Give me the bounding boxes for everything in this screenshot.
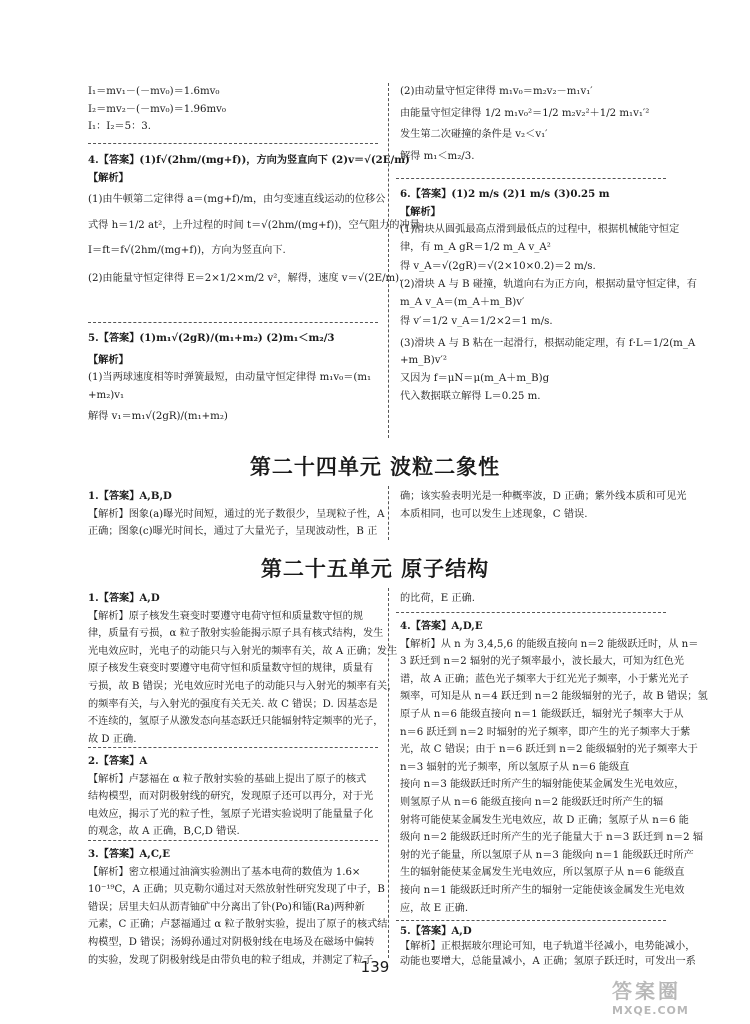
analysis-label: 【解析】 [400,205,441,218]
section-divider [396,920,666,921]
question-5-block [88,330,378,426]
answer-line: 4.【答案】(1)f√(2hm/(mg+f))，方向为竖直向下 (2)v＝√(2E/m) [88,154,410,166]
watermark-logo-text: 答案圈 [612,979,681,1003]
text-line: 构模型，D 错误；汤姆孙通过对阴极射线在电场及在磁场中偏转 [88,936,375,948]
text-line: 【解析】密立根通过油滴实验测出了基本电荷的数值为 1.6× [88,866,361,878]
text-line: 律，质量有亏损，α 粒子散射实验能揭示原子具有核式结构，发生 [88,628,384,640]
unit-25-q1 [88,590,398,748]
text-line: 的观念，故 A 正确，B,C,D 错误. [88,826,240,838]
text-line: 接向 n＝1 能级跃迁时所产生的辐射一定能使该金属发生光电效 [400,884,685,896]
text-line: 【解析】原子核发生衰变时要遵守电荷守恒和质量数守恒的规 [88,610,364,622]
text-line: 本质相同，也可以发生上述现象，C 错误. [400,508,588,520]
text-line: 原子从 n＝6 能级直接向 n＝1 能级跃迁，辐射光子频率大于从 [400,708,684,720]
unit-25-q4 [400,618,708,917]
unit-24-right-column [400,488,687,523]
column-divider [388,486,389,540]
watermark-site-text: MXQE.COM [612,1004,689,1017]
text-line: +m_B)v′² [400,355,447,367]
text-line: 代入数据联立解得 L＝0.25 m. [400,390,541,402]
text-line: 接向 n＝3 能级跃迁时所产生的辐射能使某金属发生光电效应， [400,779,685,791]
text-line: 【解析】正根据玻尔理论可知，电子轨道半径减小，电势能减小， [400,941,696,952]
text-line: 又因为 f＝μN＝μ(m_A＋m_B)g [400,372,550,384]
text-line: +m₂)v₁ [88,389,125,401]
text-line: 的比荷，E 正确. [400,593,476,604]
answer-line: 4.【答案】A,D,E [400,620,483,632]
unit-25-q2 [88,753,378,841]
text-line: 的频率有关，与入射光的强度有关无关. 故 C 错误；D. 因基态是 [88,698,378,710]
analysis-label: 【解析】 [88,353,129,366]
analysis-label: 【解析】 [88,171,129,184]
text-line: 由能量守恒定律得 1/2 m₁v₀²＝1/2 m₂v₂²＋1/2 m₁v₁′² [400,107,650,119]
text-line: 解得 m₁＜m₂/3. [400,150,475,162]
section-divider [88,143,378,144]
section-divider [396,612,666,613]
text-line: n＝3 辐射的光子频率，所以氢原子从 n＝6 能级直 [400,761,630,773]
question-6-block [400,186,697,405]
text-line: (3)滑块 A 与 B 粘在一起滑行，根据动能定理，有 f·L＝1/2(m_A [400,337,696,349]
text-line: (1)当两球速度相等时弹簧最短，由动量守恒定律得 m₁v₀＝(m₁ [88,372,372,384]
text-line: 错误；居里夫妇从沥青铀矿中分离出了钋(Po)和镭(Ra)两种新 [88,901,365,913]
column-divider [388,588,389,958]
text-line: 律，有 m_A gR＝1/2 m_A v_A² [400,241,551,253]
text-line: 的实验，发现了阴极射线是由带负电的粒子组成，并测定了粒子 [88,954,374,966]
section-divider [88,747,378,748]
answer-line: 1.【答案】A,B,D [88,490,172,502]
text-line: 【解析】卢瑟福在 α 粒子散射实验的基础上提出了原子的核式 [88,773,367,785]
answer-line: 5.【答案】(1)m₁√(2gR)/(m₁+m₂) (2)m₁＜m₂/3 [88,332,335,344]
section-divider [88,840,378,841]
text-line: 【解析】从 n 为 3,4,5,6 的能级直接向 n＝2 能级跃迁时，从 n＝ [400,638,699,650]
text-line: I₂＝mv₂－(－mv₀)＝1.96mv₀ [88,103,226,115]
text-line: 谱，故 A 正确；蓝色光子频率大于红光光子频率，小于紫光光子 [400,673,689,685]
question-5-continued [400,83,670,165]
text-line: 动能也要增大，总能量减小，A 正确；氢原子跃迁时，可发出一系 [400,956,696,967]
text-line: 式得 h＝1/2 at²，上升过程的时间 t＝√(2hm/(mg+f))，空气阻力的冲量 [88,219,420,231]
text-line: 得 v′＝1/2 v_A＝1/2×2＝1 m/s. [400,316,553,328]
text-line: I₁：I₂＝5：3. [88,121,151,133]
text-line: I＝ft＝f√(2hm/(mg+f))，方向为竖直向下. [88,245,286,257]
text-line: 确；该实验表明光是一种概率波，D 正确；紫外线本质和可见光 [400,491,687,502]
text-line: 发生第二次碰撞的条件是 v₂＜v₁′ [400,129,548,141]
unit-24-left-column [88,488,385,541]
answer-line: 3.【答案】A,C,E [88,848,171,860]
text-line: m_A v_A＝(m_A＋m_B)v′ [400,296,525,308]
text-line: 应，故 E 正确. [400,902,469,914]
column-divider [388,83,389,438]
text-line: 射的光子能量，所以氢原子从 n＝3 能级向 n＝1 能级跃迁时所产 [400,849,694,861]
text-line: (2)由动量守恒定律得 m₁v₀＝m₂v₂－m₁v₁′ [400,86,593,97]
text-line: (1)滑块从圆弧最高点滑到最低点的过程中，根据机械能守恒定 [400,224,680,236]
text-line: (2)滑块 A 与 B 碰撞，轨道向右为正方向，根据动量守恒定律，有 [400,278,697,290]
unit-25-q3-continued [400,590,670,608]
text-line: 【解析】图象(a)曝光时间短，通过的光子数很少，呈现粒子性，A [88,508,385,520]
section-divider [88,322,378,323]
text-line: 3 跃迁到 n＝2 辐射的光子频率最小，波长最大，可知为红色光 [400,656,684,668]
answer-line: 2.【答案】A [88,755,148,767]
text-line: 级向 n＝2 能级跃迁时所产生的光子能量大于 n＝3 跃迁到 n＝2 辐 [400,832,704,844]
text-line: 故 D 正确. [88,733,137,745]
question-4-block [88,152,420,288]
text-line: 射将可能使某金属发生光电效应，故 D 正确；氢原子从 n＝6 能 [400,814,689,826]
section-divider [396,178,666,179]
text-line: 解得 v₁＝m₁√(2gR)/(m₁+m₂) [88,411,228,423]
top-left-column [88,83,378,136]
text-line: n＝6 跃迁到 n＝2 时辐射的光子频率，即产生的光子频率大于紫 [400,726,691,738]
text-line: (2)由能量守恒定律得 E＝2×1/2×m/2 v²，解得，速度 v＝√(2E/m). [88,272,403,284]
solution-block-3-tail [88,83,378,136]
answer-line: 6.【答案】(1)2 m/s (2)1 m/s (3)0.25 m [400,188,610,200]
text-line: 则氢原子从 n＝6 能级直接向 n＝2 能级跃迁时所产生的辐 [400,796,664,808]
text-line: 10⁻¹⁹C，A 正确；贝克勒尔通过对天然放射性研究发现了中子，B [88,884,385,896]
answer-line: 5.【答案】A,D [400,925,472,937]
text-line: I₁＝mv₁－(－mv₀)＝1.6mv₀ [88,86,220,97]
unit-24-title: 第二十四单元 波粒二象性 [249,455,501,479]
text-line: 光电效应时，光电子的动能只与入射光的频率有关，故 A 正确；发生 [88,645,398,657]
text-line: 元素，C 正确；卢瑟福通过 α 粒子散射实验，提出了原子的核式结 [88,919,388,931]
text-line: 亏损，故 B 错误；光电效应时光电子的动能只与入射光的频率有关， [88,680,398,692]
text-line: 频率，可知是从 n＝4 跃迁到 n＝2 能级辐射的光子，故 B 错误；氢 [400,691,708,703]
text-line: 不连续的，氢原子从激发态向基态跃迁只能辐射特定频率的光子， [88,716,384,728]
text-line: (1)由牛顿第二定律得 a＝(mg+f)/m，由匀变速直线运动的位移公 [88,194,386,206]
text-line: 电效应，揭示了光的粒子性，氢原子光谱实验说明了能量量子化 [88,808,374,820]
text-line: 正确；图象(c)曝光时间长，通过了大量光子，呈现波动性，B 正 [88,526,378,538]
text-line: 原子核发生衰变时要遵守电荷守恒和质量数守恒的规律，质量有 [88,663,374,675]
unit-25-title: 第二十五单元 原子结构 [260,557,490,581]
watermark-logo [612,975,740,1019]
answer-line: 1.【答案】A,D [88,592,160,604]
page-number: 139 [360,958,390,976]
text-line: 结构模型，而对阴极射线的研究，发现原子还可以再分，对于光 [88,791,374,803]
text-line: 光，故 C 错误；由于 n＝6 跃迁到 n＝2 能级辐射的光子频率大于 [400,744,698,756]
text-line: 得 v_A＝√(2gR)＝√(2×10×0.2)＝2 m/s. [400,261,596,273]
text-line: 生的辐射能使某金属发生光电效应，所以氢原子从 n＝6 能级直 [400,867,685,879]
